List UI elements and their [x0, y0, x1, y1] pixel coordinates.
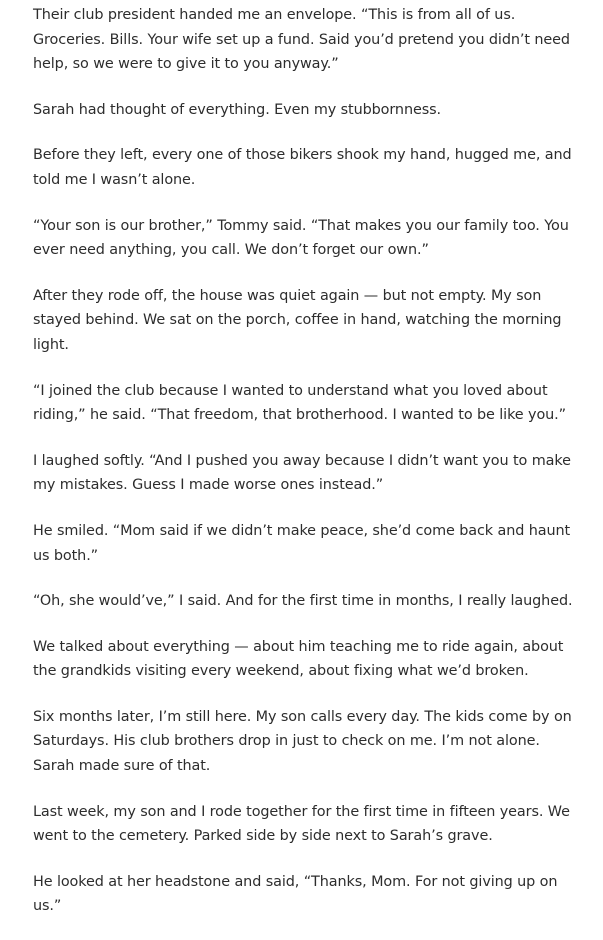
- paragraph-envelope: Their club president handed me an envelope. “This is from all of us. Groceries. Bills. Your wife set up a fund. Said you’d pretend you didn’t need help, so we were to give it to you anyway.”: [33, 7, 570, 73]
- paragraph-headstone: He looked at her headstone and said, “Thanks, Mom. For not giving up on us.”: [33, 873, 558, 915]
- paragraph-thought-of-everything: Sarah had thought of everything. Even my stubbornness.: [33, 101, 441, 118]
- article-body: [33, 3, 578, 940]
- paragraph-talked: We talked about everything — about him teaching me to ride again, about the grandkids visiting every weekend, about fixing what we’d broken.: [33, 638, 564, 680]
- paragraph-she-wouldve: “Oh, she would’ve,” I said. And for the first time in months, I really laughed.: [33, 593, 573, 610]
- paragraph-last-week: Last week, my son and I rode together for the first time in fifteen years. We went to the cemetery. Parked side by side next to Sarah’s grave.: [33, 803, 570, 845]
- paragraph-porch: After they rode off, the house was quiet again — but not empty. My son stayed behind. We sat on the porch, coffee in hand, watching the morning light.: [33, 287, 562, 353]
- paragraph-six-months: Six months later, I’m still here. My son calls every day. The kids come by on Saturdays. His club brothers drop in just to check on me. I’m not alone. Sarah made sure of that.: [33, 708, 572, 775]
- paragraph-joined-club: “I joined the club because I wanted to understand what you loved about riding,” he said. “That freedom, that brotherhood. I wanted to be like you.”: [33, 382, 566, 424]
- paragraph-mom-said: He smiled. “Mom said if we didn’t make peace, she’d come back and haunt us both.”: [33, 522, 571, 564]
- paragraph-laughed-softly: I laughed softly. “And I pushed you away because I didn’t want you to make my mistakes. Guess I made worse ones instead.”: [33, 452, 571, 494]
- paragraph-bikers-left: Before they left, every one of those bikers shook my hand, hugged me, and told me I wasn’t alone.: [33, 147, 572, 188]
- paragraph-tommy-quote: “Your son is our brother,” Tommy said. “That makes you our family too. You ever need anything, you call. We don’t forget our own.”: [33, 217, 569, 259]
